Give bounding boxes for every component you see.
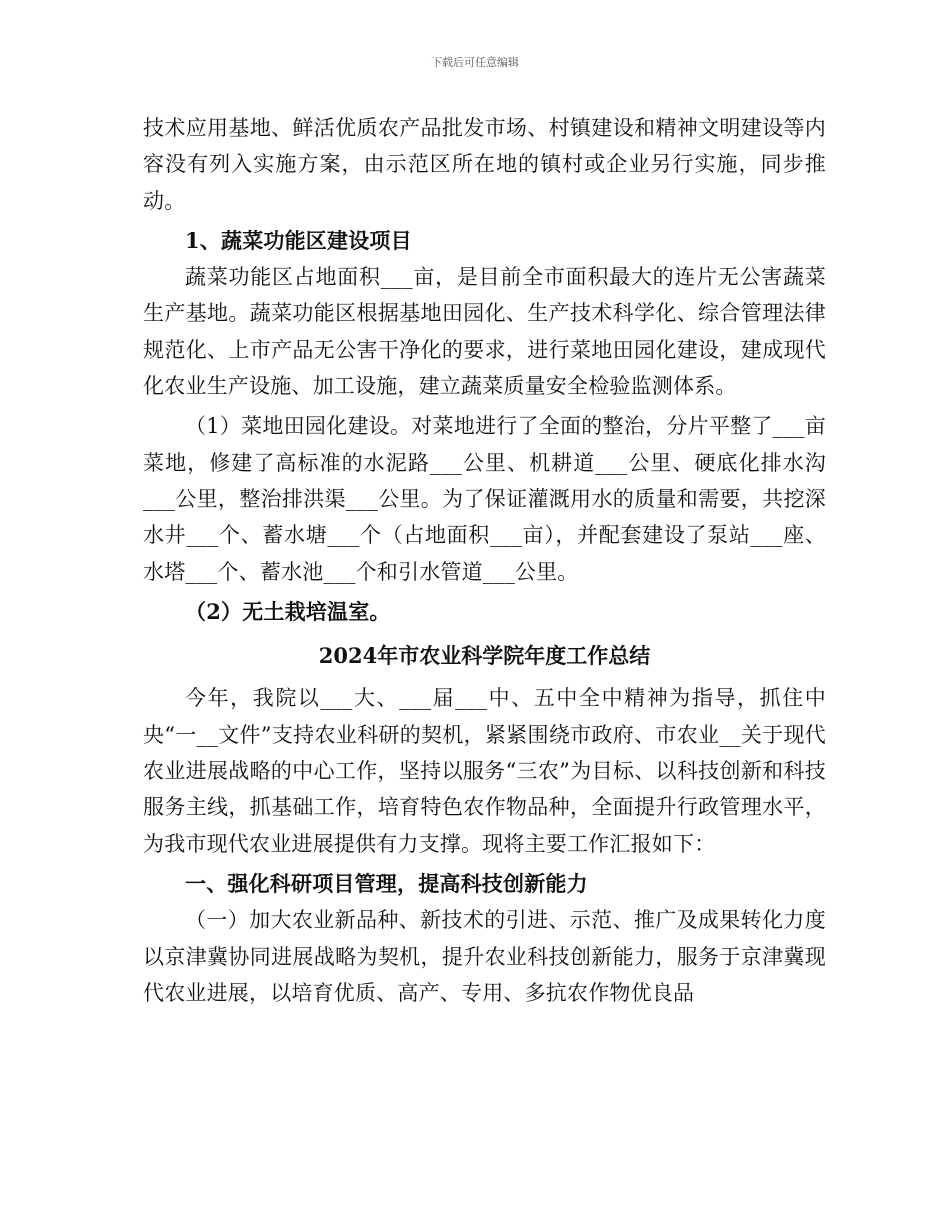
- section-heading-soilless-greenhouse: （2）无土栽培温室。: [185, 598, 391, 624]
- document-body: [143, 110, 826, 1011]
- document-title: 2024年市农业科学院年度工作总结: [318, 643, 651, 669]
- section-heading-vegetable-zone: 1、蔬菜功能区建设项目: [185, 227, 412, 253]
- page-header-note: 下载后可任意编辑: [431, 56, 519, 69]
- paragraph-continued: 技术应用基地、鲜活优质农产品批发市场、村镇建设和精神文明建设等内容没有列入实施方案，由示范区所在地的镇村或企业另行实施，同步推动。: [143, 116, 826, 213]
- paragraph-intro: 今年，我院以___大、___届___中、五中全中精神为指导，抓住中央“一__文件”支持农业科研的契机，紧紧围绕市政府、市农业__关于现代农业进展战略的中心工作，坚持以服务“三农”为目标、以科技创新和科技服务主线，抓基础工作，培育特色农作物品种，全面提升行政管理水平，为我市现代农业进展提供有力支撑。现将主要工作汇报如下：: [143, 686, 826, 856]
- section-heading-research-management: 一、强化科研项目管理，提高科技创新能力: [185, 870, 588, 896]
- paragraph-new-varieties: （一）加大农业新品种、新技术的引进、示范、推广及成果转化力度以京津冀协同进展战略为契机，提升农业科技创新能力，服务于京津冀现代农业进展，以培育优质、高产、专用、多抗农作物优良品: [143, 908, 826, 1005]
- paragraph-vegetable-zone: 蔬菜功能区占地面积___亩，是目前全市面积最大的连片无公害蔬菜生产基地。蔬菜功能区根据基地田园化、生产技术科学化、综合管理法律规范化、上市产品无公害干净化的要求，进行菜地田园化建设，建成现代化农业生产设施、加工设施，建立蔬菜质量安全检验监测体系。: [143, 265, 826, 399]
- paragraph-field-construction: （1）菜地田园化建设。对菜地进行了全面的整治，分片平整了___亩菜地，修建了高标准的水泥路___公里、机耕道___公里、硬底化排水沟___公里，整治排洪渠___公里。为了保证灌溉用水的质量和需要，共挖深水井___个、蓄水塘___个（占地面积___亩），并配套建设了泵站___座、水塔___个、蓄水池___个和引水管道___公里。: [143, 414, 826, 584]
